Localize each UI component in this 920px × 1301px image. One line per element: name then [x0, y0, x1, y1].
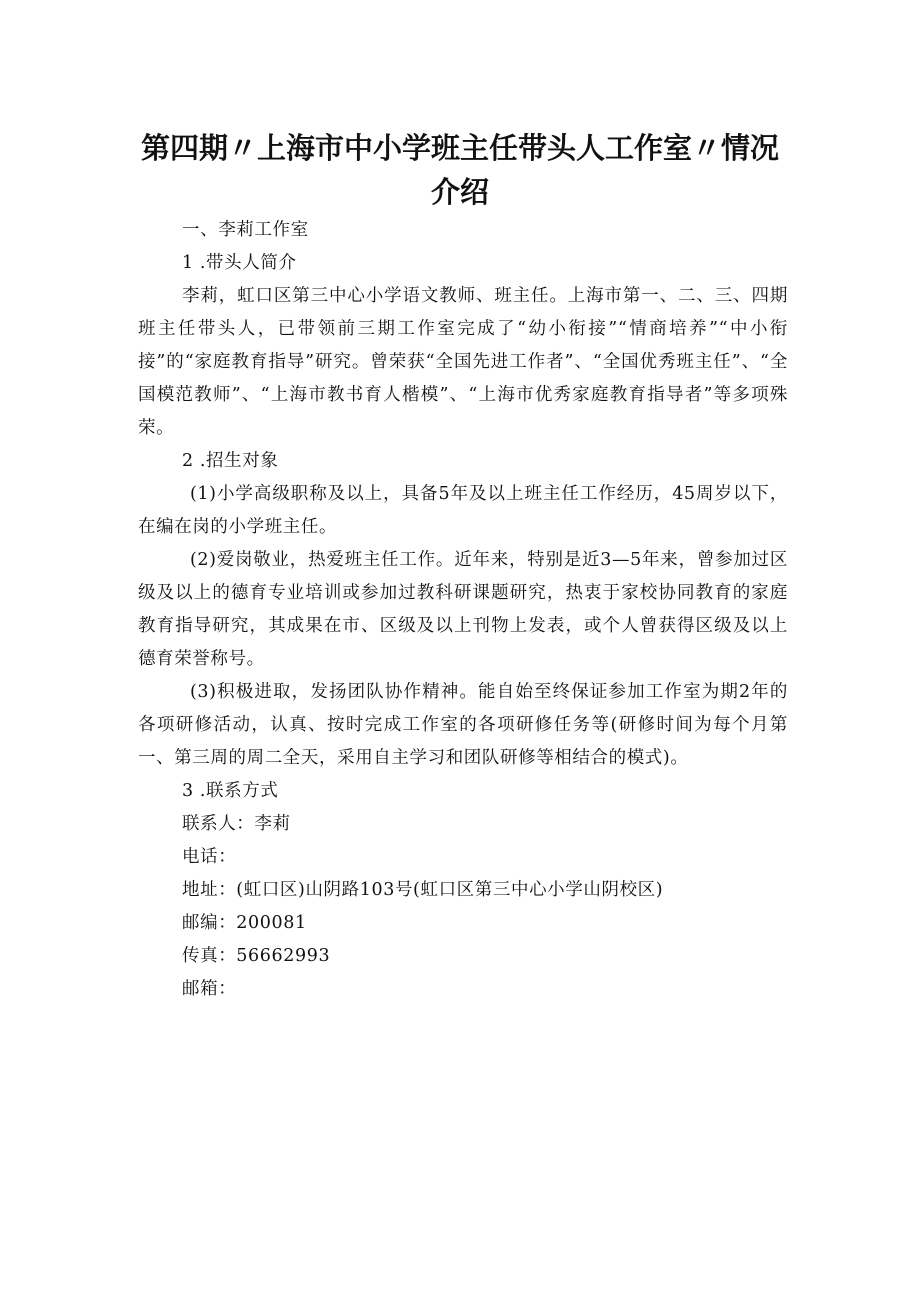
contact-email: 邮箱：	[182, 979, 237, 999]
document-title: 第四期〃上海市中小学班主任带头人工作室〃情况介绍	[140, 131, 779, 209]
document-body	[138, 214, 788, 1006]
criteria-item-2: (2)爱岗敬业，热爱班主任工作。近年来，特别是近3—5年来，曾参加过区级及以上的德育专业培训或参加过教科研课题研究，热衷于家校协同教育的家庭教育指导研究，其成果在市、区级及以上刊物上发表，或个人曾获得区级及以上德育荣誉称号。	[138, 550, 788, 669]
item-heading-contact: 3 .联系方式	[182, 781, 279, 801]
contact-fax: 传真：56662993	[182, 946, 331, 966]
contact-phone: 电话：	[182, 847, 237, 867]
contact-postcode: 邮编：200081	[182, 913, 307, 933]
criteria-item-3: (3)积极进取，发扬团队协作精神。能自始至终保证参加工作室为期2年的各项研修活动，认真、按时完成工作室的各项研修任务等(研修时间为每个月第一、第三周的周二全天，采用自主学习和团队研修等相结合的模式)。	[138, 682, 788, 768]
criteria-item-1: (1)小学高级职称及以上，具备5年及以上班主任工作经历，45周岁以下，在编在岗的小学班主任。	[138, 484, 788, 537]
contact-person: 联系人：李莉	[182, 814, 291, 834]
item-heading-profile: 1 .带头人简介	[182, 253, 297, 273]
contact-address: 地址：(虹口区)山阴路103号(虹口区第三中心小学山阴校区)	[182, 880, 664, 900]
section-heading: 一、李莉工作室	[182, 220, 309, 240]
item-heading-recruitment: 2 .招生对象	[182, 451, 279, 471]
intro-paragraph: 李莉，虹口区第三中心小学语文教师、班主任。上海市第一、二、三、四期班主任带头人，已带领前三期工作室完成了“幼小衔接”“情商培养”“中小衔接”的“家庭教育指导”研究。曾荣获“全国先进工作者”、“全国优秀班主任”、“全国模范教师”、“上海市教书育人楷模”、“上海市优秀家庭教育指导者”等多项殊荣。	[138, 286, 788, 438]
